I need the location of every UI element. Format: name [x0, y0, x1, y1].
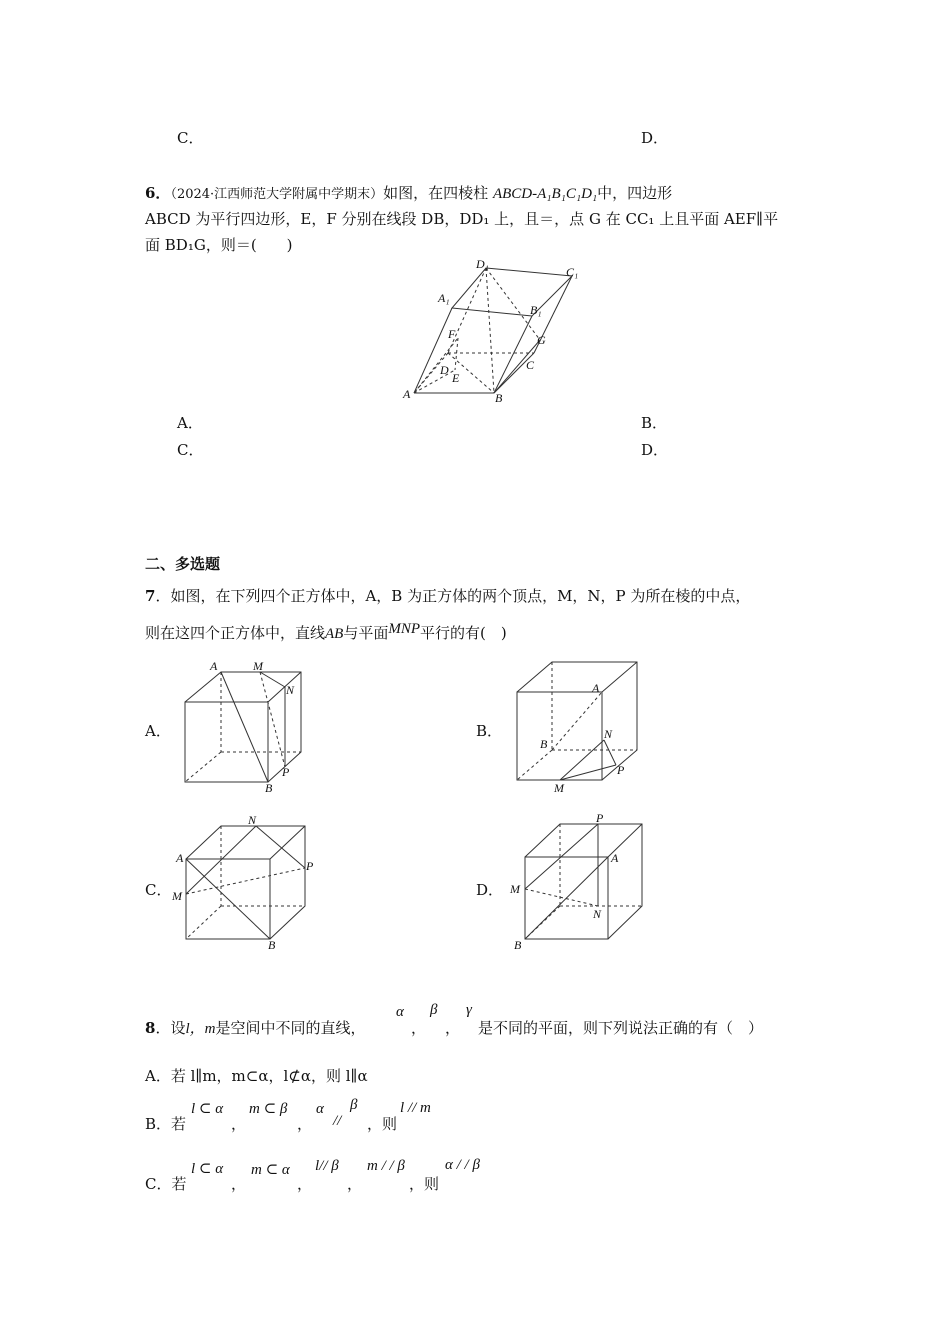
q8-option-b-label: B．若 — [145, 1115, 187, 1133]
q8-b-cond1: l ⊂ α — [191, 1101, 224, 1117]
q6-line2: ABCD 为平行四边形，E，F 分别在线段 DB，DD₁ 上，且＝，点 G 在 CC₁ 上且平面 AEF∥平 — [145, 210, 779, 228]
q6-option-c: C． — [177, 441, 204, 459]
q8-option-c-label: C．若 — [145, 1175, 187, 1193]
q7-option-c: C． — [145, 881, 172, 899]
q5-option-c: C． — [177, 129, 204, 147]
q8-b-parallel: // — [333, 1113, 342, 1129]
cube-b-label-A: A — [592, 681, 600, 695]
label-E: E — [452, 371, 460, 385]
q6-line1 — [145, 182, 672, 203]
label-D: D — [440, 363, 449, 377]
q8-c-cond3: l// β — [315, 1158, 339, 1174]
q6-figure — [400, 258, 590, 408]
label-A1: A₁ — [438, 291, 450, 305]
q6-text: 如图，在四棱柱 — [383, 184, 489, 202]
label-B1: B₁ — [530, 303, 542, 317]
q8-number: 8 — [145, 1019, 156, 1037]
q7-cube-a — [180, 658, 310, 798]
cube-b-label-N: N — [604, 727, 613, 741]
label-C: C — [526, 358, 535, 372]
label-F: F — [448, 327, 456, 341]
q8-text: ．设 — [155, 1019, 186, 1037]
q8-c-then: ，则 — [409, 1175, 440, 1193]
q8-beta: β — [430, 1002, 438, 1018]
cube-d-label-B: B — [514, 938, 522, 952]
q8-comma: ， — [297, 1175, 313, 1193]
q8-b-beta: β — [350, 1097, 358, 1113]
q7-line2 — [145, 622, 507, 643]
label-D1: D₁ — [476, 257, 489, 271]
q7-text: 平行的有( ) — [420, 624, 507, 642]
q8-b-alpha: α — [316, 1101, 324, 1117]
q8-stem — [145, 1017, 365, 1038]
cube-d-label-M: M — [510, 882, 520, 896]
q8-option-a: A．若 l∥m，m⊂α，l⊄α，则 l∥α — [145, 1067, 368, 1085]
cube-a-label-B: B — [265, 781, 273, 795]
q6-source: （2024·江西师范大学附属中学期末） — [170, 187, 384, 202]
cube-d-label-N: N — [593, 907, 602, 921]
q7-cube-b — [512, 658, 642, 798]
q8-alpha: α — [396, 1004, 404, 1020]
q6-prism: ABCD-A₁B₁C₁D₁ — [492, 186, 598, 202]
q8-c-cond1: l ⊂ α — [191, 1161, 224, 1177]
q7-mnp: MNP — [388, 621, 421, 637]
q8-gamma: γ — [466, 1002, 472, 1018]
q8-c-conclusion: α / / β — [445, 1157, 480, 1173]
q8-comma: ， — [297, 1115, 313, 1133]
label-G: G — [537, 333, 546, 347]
cube-b-label-B: B — [540, 737, 548, 751]
cube-c-label-N: N — [248, 813, 257, 827]
cube-a-label-N: N — [286, 683, 295, 697]
q8-c-cond2: m ⊂ α — [251, 1162, 290, 1178]
section-heading: 二、多选题 — [145, 555, 221, 573]
cube-a-label-M: M — [253, 659, 263, 673]
q7-option-b: B． — [476, 722, 503, 740]
label-B: B — [495, 391, 503, 405]
q7-option-d: D． — [476, 881, 504, 899]
q7-ab: AB — [325, 626, 344, 642]
cube-c-label-P: P — [306, 859, 314, 873]
cube-a-label-A: A — [210, 659, 218, 673]
q6-option-a: A． — [177, 414, 203, 432]
q7-number: 7 — [145, 587, 156, 605]
q8-lm: l，m — [185, 1021, 216, 1037]
q8-comma: ， — [347, 1175, 363, 1193]
q7-text: ．如图，在下列四个正方体中，A，B 为正方体的两个顶点，M，N，P 为所在棱的中点， — [155, 587, 751, 605]
label-C1: C₁ — [566, 265, 579, 279]
q8-b-conclusion: l // m — [400, 1100, 431, 1116]
q6-option-b: B． — [641, 414, 668, 432]
q8-comma: ， — [231, 1115, 247, 1133]
q6-option-d: D． — [641, 441, 669, 459]
cube-c-label-B: B — [268, 938, 276, 952]
cube-d-label-A: A — [611, 851, 619, 865]
cube-a-label-P: P — [282, 765, 290, 779]
q7-cube-c — [170, 812, 320, 952]
cube-c-label-M: M — [172, 889, 182, 903]
q8-text: 是空间中不同的直线， — [215, 1019, 366, 1037]
q8-comma: ， — [231, 1175, 247, 1193]
q8-comma: ， — [445, 1019, 461, 1037]
q6-number: 6． — [145, 184, 171, 202]
q7-option-a: A． — [145, 722, 171, 740]
cube-d-label-P: P — [596, 811, 604, 825]
q6-text: 中，四边形 — [597, 184, 673, 202]
cube-b-label-P: P — [617, 763, 625, 777]
q7-text: 则在这四个正方体中，直线 — [145, 624, 326, 642]
q8-comma: ， — [411, 1019, 427, 1037]
q6-line3: 面 BD₁G，则＝( ) — [145, 236, 293, 254]
q7-text: 与平面 — [343, 624, 389, 642]
cube-c-label-A: A — [176, 851, 184, 865]
q7-cube-d — [510, 812, 660, 952]
q8-c-cond4: m / / β — [367, 1158, 405, 1174]
q5-option-d: D． — [641, 129, 669, 147]
q8-stem-end: 是不同的平面，则下列说法正确的有（ ） — [478, 1019, 764, 1037]
label-A: A — [403, 387, 411, 401]
q8-b-then: ，则 — [367, 1115, 398, 1133]
q7-line1 — [145, 585, 750, 606]
cube-b-label-M: M — [554, 781, 564, 795]
q8-b-cond2: m ⊂ β — [249, 1101, 288, 1117]
